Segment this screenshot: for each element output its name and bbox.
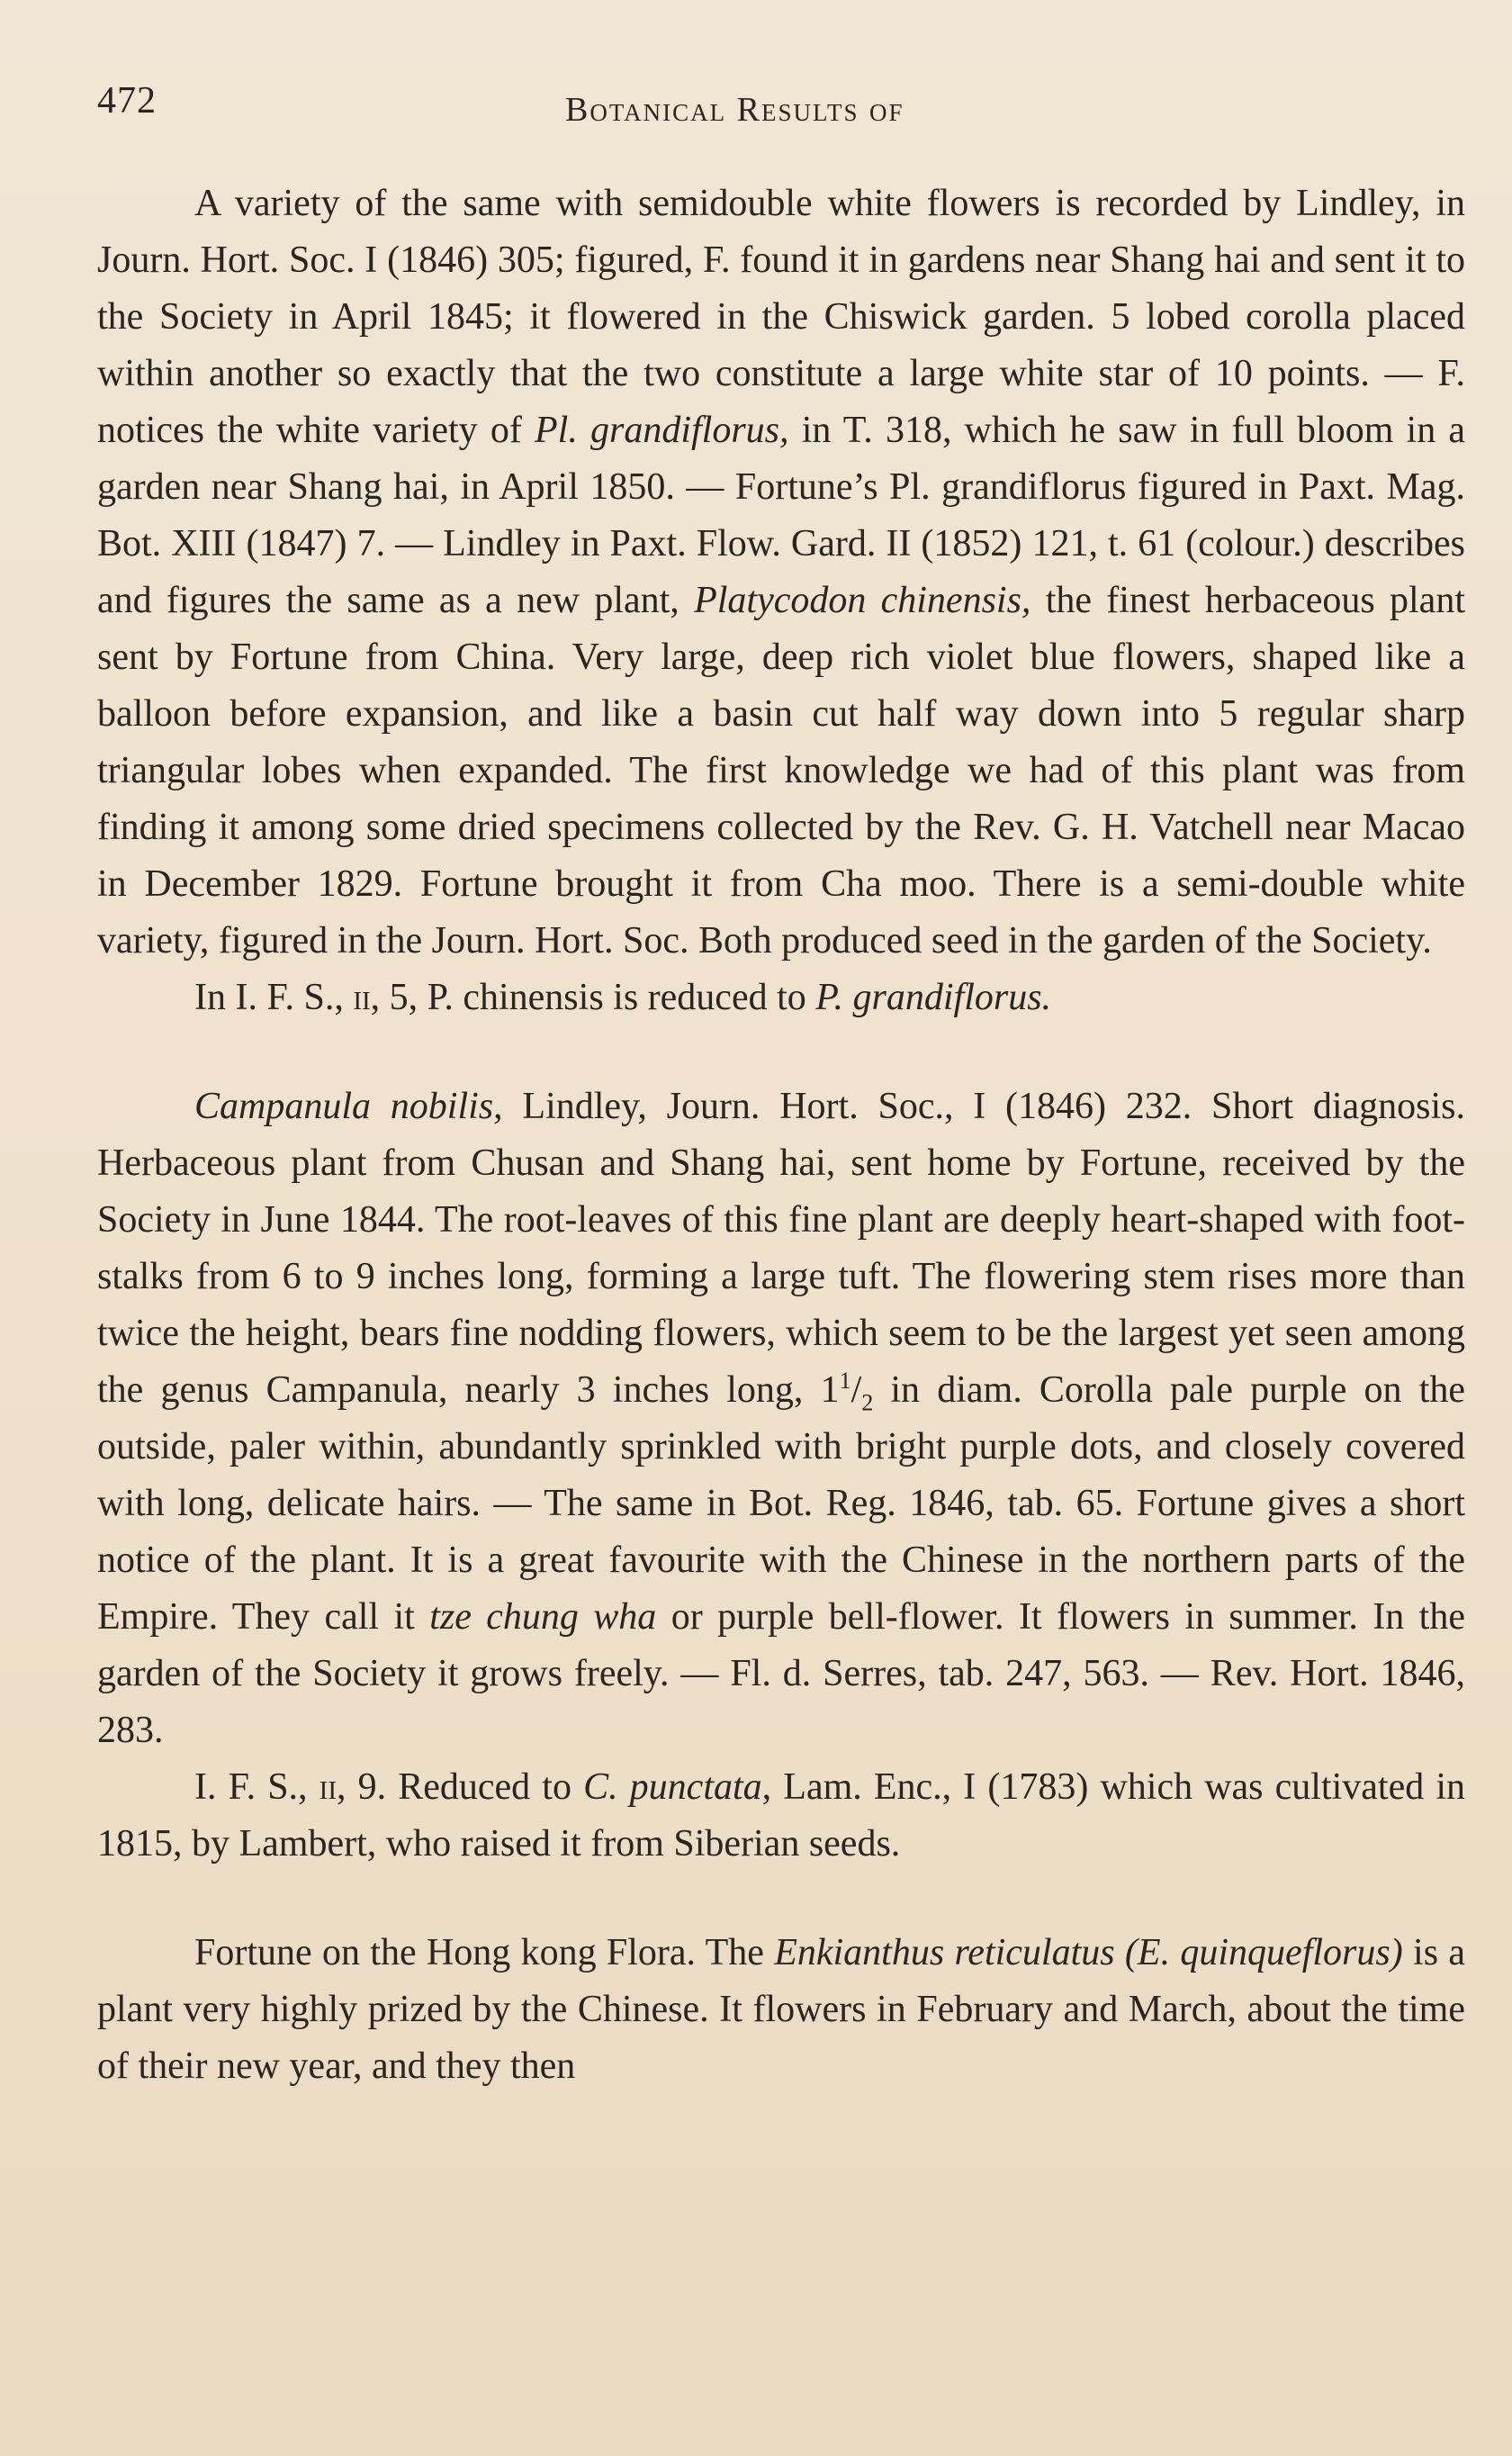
italic-text: Campanula nobilis xyxy=(194,1086,494,1127)
text-segment: / xyxy=(850,1369,862,1411)
text-segment: in diam. Corolla pale purple on the outside, paler within, abundantly sprinkled with bright purple dots, and closely covered with long, delicate hairs. — The same in Bot. Reg. 1846, tab. 65. Fortune gives a short notice of the plant. It is a great favourite with the Chinese in the northern parts of the Empire. They call it xyxy=(97,1369,1466,1638)
paragraph-p5 xyxy=(97,1925,1465,2095)
page-header xyxy=(97,70,1465,133)
text-segment: in T. 318, which he saw in full bloom in a garden near Shang hai, in April 1850. — Fortune’s Pl. grandiflorus figured in Paxt. Mag. Bot. XIII (1847) 7. — Lindley in Paxt. Flow. Gard. II (1852) 121, t. 61 (colour.) describes and figures the same as a new plant, xyxy=(97,410,1465,621)
italic-text: Pl. grandiflorus, xyxy=(535,410,789,451)
text-segment: , 9. Reduced to xyxy=(337,1766,584,1808)
text-segment: , Lindley, Journ. Hort. Soc., I (1846) 232. Short diagnosis. Herbaceous plant from Chusan and Shang hai, sent home by Fortune, received by the Society in June 1844. The root-leaves of this fine plant are deeply heart-shaped with foot-stalks from 6 to 9 inches long, forming a large tuft. The flowering stem rises more than twice the height, bears fine nodding flowers, which seem to be the largest yet seen among the genus Campanula, nearly 3 inches long, 1 xyxy=(97,1086,1465,1411)
text-segment: the finest herbaceous plant sent by Fortune from China. Very large, deep rich violet blue flowers, shaped like a balloon before expansion, and like a basin cut half way down into 5 regular sharp triangular lobes when expanded. The first knowledge we had of this plant was from finding it among some dried specimens collected by the Rev. G. H. Vatchell near Macao in December 1829. Fortune brought it from Cha moo. There is a semi-double white variety, figured in the Journ. Hort. Soc. Both produced seed in the garden of the Society. xyxy=(97,580,1465,962)
italic-text: C. punctata xyxy=(583,1766,762,1808)
paragraph-p1 xyxy=(97,176,1465,970)
text-segment: , Lam. Enc., I (1783) which was cultivated in 1815, by Lambert, who raised it from Siberian seeds. xyxy=(97,1766,1466,1865)
running-head: Botanical Results of xyxy=(565,91,904,129)
italic-text: P. grandiflorus. xyxy=(815,977,1052,1018)
italic-text: tze chung wha xyxy=(429,1596,657,1638)
text-segment: I. F. S., xyxy=(194,1766,320,1808)
text-segment: 1 xyxy=(839,1368,851,1394)
text-segment: 2 xyxy=(861,1389,874,1416)
paragraph-p3 xyxy=(97,1079,1465,1759)
body-text xyxy=(97,176,1465,2095)
text-segment: , 5, P. chinensis is reduced to xyxy=(370,977,816,1018)
text-segment: is a plant very highly prized by the Chinese. It flowers in February and March, about the time of their new year, and they then xyxy=(97,1932,1465,2087)
text-segment: A variety of the same with semidouble white flowers is recorded by Lindley, in Journ. Hort. Soc. I (1846) 305; figured, F. found it in gardens near Shang hai and sent it to the Society in April 1845; it flowered in the Chiswick garden. 5 lobed corolla placed within another so exactly that the two constitute a large white star of 10 points. — F. notices the white variety of xyxy=(97,183,1465,451)
paragraph-p4 xyxy=(97,1759,1465,1873)
text-segment: ii xyxy=(353,977,371,1018)
text-segment: In I. F. S., xyxy=(194,977,354,1018)
text-segment: Fortune on the Hong kong Flora. The xyxy=(194,1932,775,1973)
italic-text: Enkianthus reticulatus (E. quinqueflorus) xyxy=(774,1932,1403,1973)
page-number: 472 xyxy=(97,80,157,122)
paragraph-p2 xyxy=(97,970,1465,1026)
text-segment: ii xyxy=(319,1766,337,1808)
text-segment: or purple bell-flower. It flowers in summer. In the garden of the Society it grows freely. — Fl. d. Serres, tab. 247, 563. — Rev. Hort. 1846, 283. xyxy=(97,1596,1465,1751)
italic-text: Platycodon chinensis, xyxy=(694,580,1031,621)
